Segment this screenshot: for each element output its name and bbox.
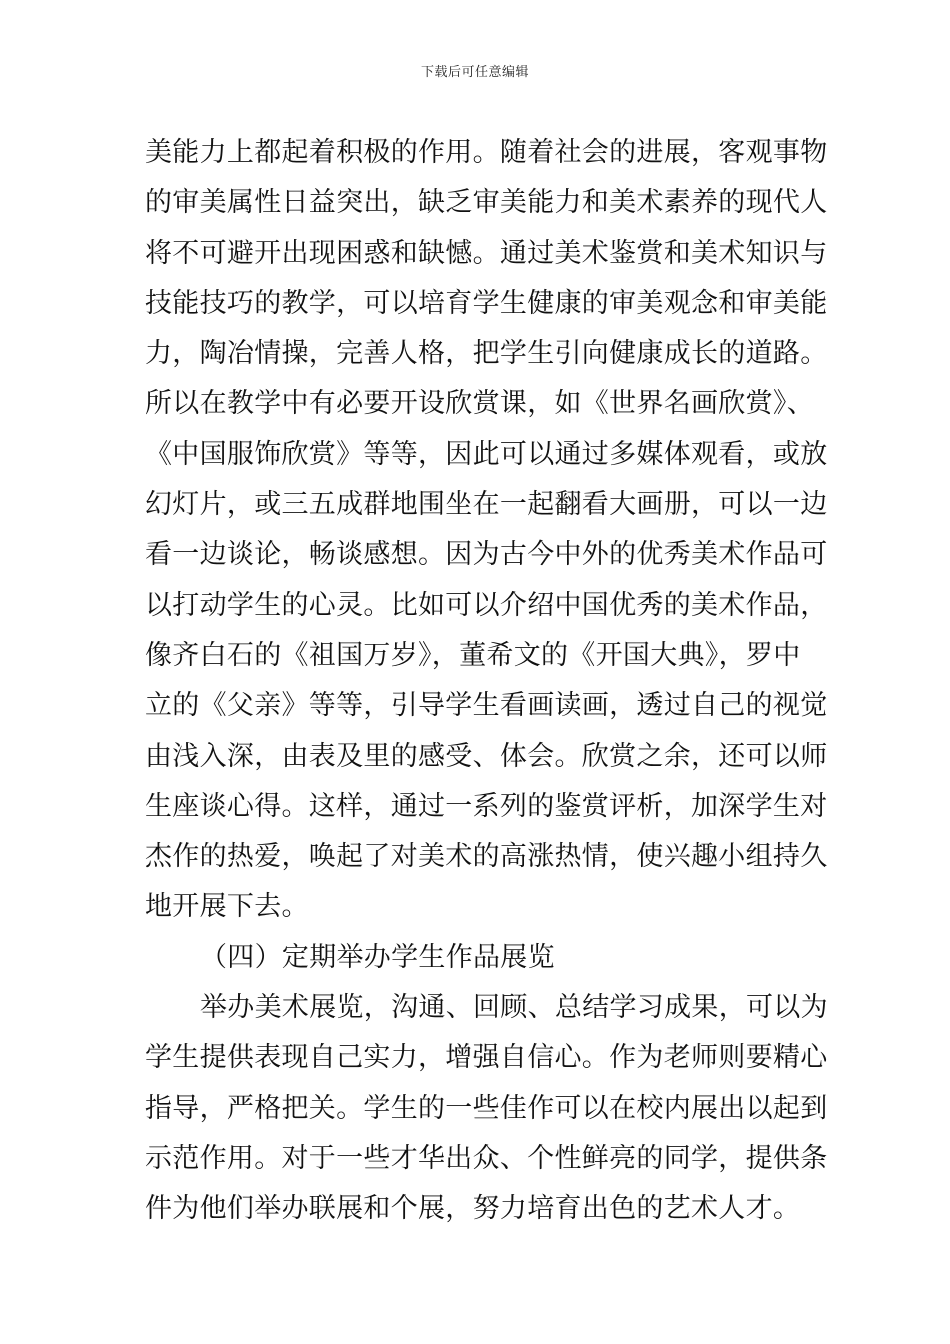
text-line: 《中国服饰欣赏》等等，因此可以通过多媒体观看，或放: [145, 438, 828, 470]
text-line: 地开展下去。: [145, 891, 309, 923]
text-line: 由浅入深，由表及里的感受、体会。欣赏之余，还可以师: [145, 740, 828, 772]
text-line: 像齐白石的《祖国万岁》，董希文的《开国大典》，罗中: [145, 639, 801, 671]
text-line: 美能力上都起着积极的作用。随着社会的进展，客观事物: [145, 137, 828, 168]
text-line: 所以在教学中有必要开设欣赏课，如《世界名画欣赏》、: [145, 388, 814, 420]
text-line: 生座谈心得。这样，通过一系列的鉴赏评析，加深学生对: [145, 790, 828, 822]
text-line: 将不可避开出现困惑和缺憾。通过美术鉴赏和美术知识与: [145, 237, 828, 269]
text-line: 指导，严格把关。学生的一些佳作可以在校内展出以起到: [145, 1092, 828, 1124]
text-line: 学生提供表现自己实力，增强自信心。作为老师则要精心: [145, 1042, 828, 1074]
text-line: 杰作的热爱，唤起了对美术的高涨热情，使兴趣小组持久: [145, 841, 828, 873]
text-line: 以打动学生的心灵。比如可以介绍中国优秀的美术作品，: [145, 589, 828, 621]
page-header: 下载后可任意编辑: [420, 65, 529, 80]
document-body: [145, 128, 828, 1235]
text-line: 力，陶冶情操，完善人格，把学生引向健康成长的道路。: [145, 338, 828, 370]
text-line: 技能技巧的教学，可以培育学生健康的审美观念和审美能: [145, 287, 828, 319]
text-line: 幻灯片，或三五成群地围坐在一起翻看大画册，可以一边: [145, 489, 828, 521]
text-line: 看一边谈论，畅谈感想。因为古今中外的优秀美术作品可: [145, 539, 828, 571]
text-line: 件为他们举办联展和个展，努力培育出色的艺术人才。: [145, 1193, 801, 1225]
text-line: 举办美术展览，沟通、回顾、总结学习成果，可以为: [200, 992, 828, 1024]
text-line: 立的《父亲》等等，引导学生看画读画，透过自己的视觉: [145, 690, 828, 722]
section-heading: （四）定期举办学生作品展览: [200, 941, 555, 973]
text-line: 的审美属性日益突出，缺乏审美能力和美术素养的现代人: [145, 187, 828, 219]
text-line: 示范作用。对于一些才华出众、个性鲜亮的同学，提供条: [145, 1142, 828, 1174]
